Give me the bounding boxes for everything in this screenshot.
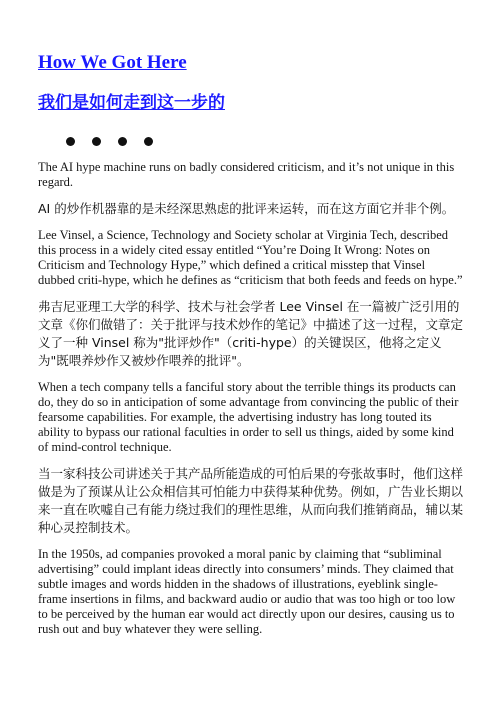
paragraph-zh: 当一家科技公司讲述关于其产品所能造成的可怕后果的夸张故事时，他们这样做是为了预谋从让公众相信其可怕能力中获得某种优势。例如，广告业长期以来一直在吹嘘自己有能力绕过我们的理性思维，从而向我们推销商品，辅以某种心灵控制技术。 <box>38 466 464 535</box>
article-title-link[interactable]: How We Got Here <box>38 52 187 73</box>
paragraph-en: When a tech company tells a fanciful story about the terrible things its products can do, they do so in anticipation of some advantage from convincing the public of their fearsome capabilities. For example, the advertising industry has long touted its ability to bypass our rational faculties in order to sell us things, aided by some kind of mind-control technique. <box>38 380 459 454</box>
bullet-dot-icon <box>144 137 153 146</box>
section-separator <box>66 133 464 149</box>
bullet-dot-icon <box>92 137 101 146</box>
paragraph-en: Lee Vinsel, a Science, Technology and Society scholar at Virginia Tech, described this process in a widely cited essay entitled “You’re Doing It Wrong: Notes on Criticism and Technology Hype,” which defined a critical misstep that Vinsel dubbed criti-hype, which he defines as “criticism that both feeds and feeds on hype.” <box>38 228 463 287</box>
paragraph-en: In the 1950s, ad companies provoked a moral panic by claiming that “subliminal advertising” could implant ideas directly into consumers’ minds. They claimed that subtle images and words hidden in the shadows of illustrations, eyeblink single-frame insertions in films, and backward audio or audio that was too high or too low to be perceived by the human ear would act directly upon our desires, causing us to rush out and buy whatever they were selling. <box>38 547 456 636</box>
article-title-translation-link[interactable]: 我们是如何走到这一步的 <box>38 93 225 113</box>
bullet-dot-icon <box>118 137 127 146</box>
bullet-dot-icon <box>66 137 75 146</box>
paragraph-zh: 弗吉尼亚理工大学的科学、技术与社会学者 Lee Vinsel 在一篇被广泛引用的文章《你们做错了：关于批评与技术炒作的笔记》中描述了这一过程，文章定义了一种 Vinsel 称为"批评炒作"（criti-hype）的关键误区，他将之定义为"既喂养炒作又被炒作喂养的批评"。 <box>38 299 464 368</box>
paragraph-en: The AI hype machine runs on badly considered criticism, and it’s not unique in this regard. <box>38 160 455 189</box>
paragraph-zh: AI 的炒作机器靠的是未经深思熟虑的批评来运转，而在这方面它并非个例。 <box>38 201 455 216</box>
